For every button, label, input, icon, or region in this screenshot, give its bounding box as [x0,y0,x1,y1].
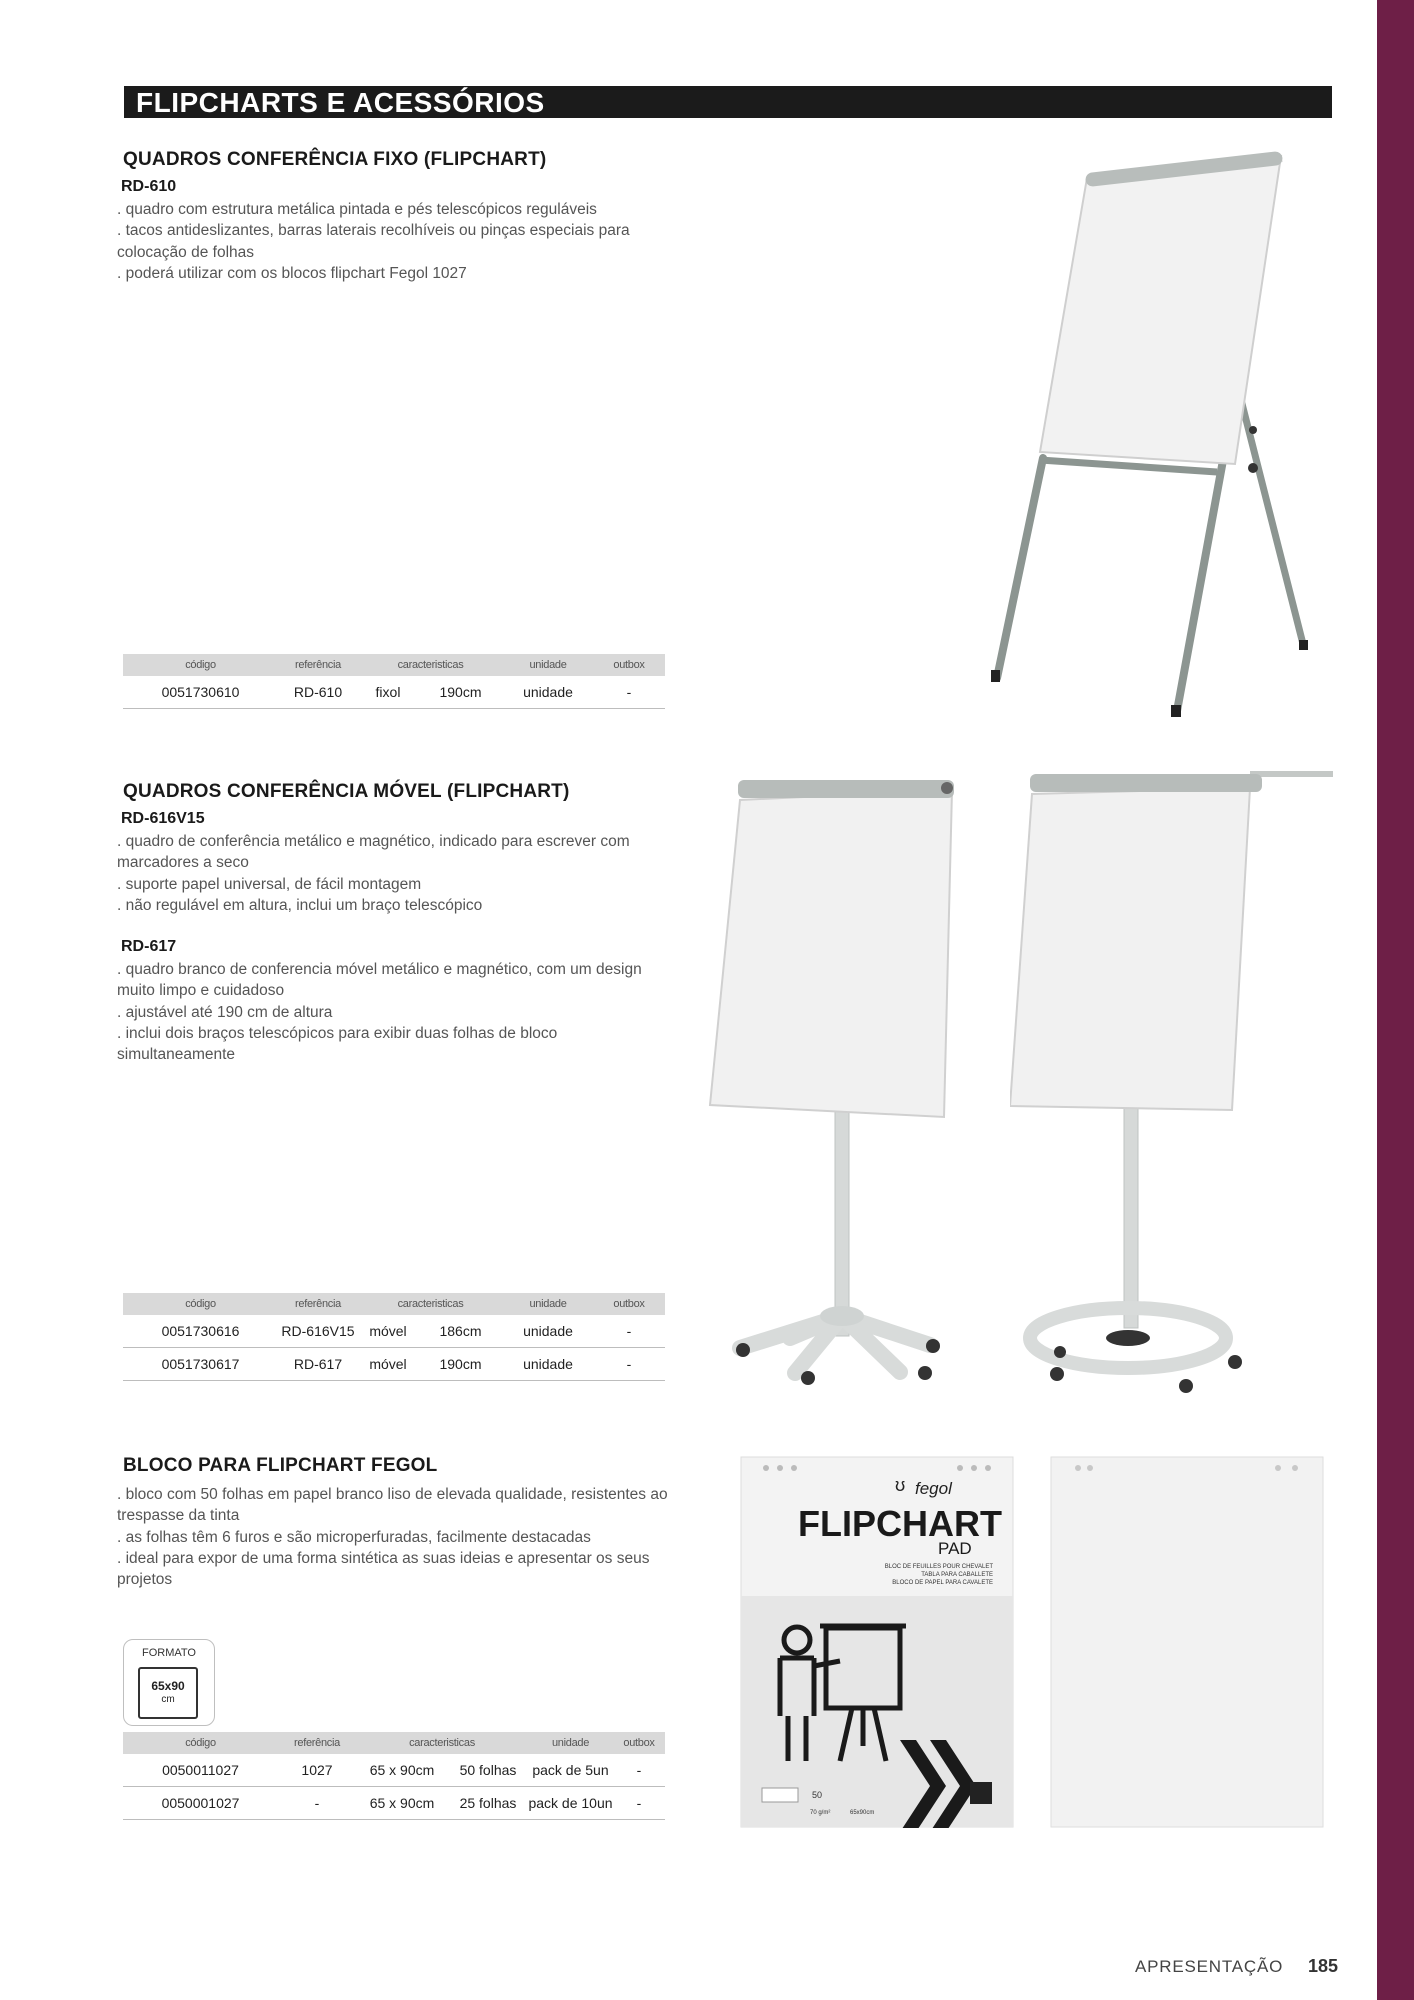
table-header-row [123,1732,665,1754]
cell: 0051730610 [123,676,278,709]
col-header: referência [278,1293,358,1315]
qr-code-icon [970,1782,992,1804]
format-label: FORMATO [142,1647,196,1659]
cell: unidade [503,1315,593,1348]
cell: 0050001027 [123,1787,278,1820]
cell: - [593,676,665,709]
pad-brand: fegol [915,1479,952,1498]
col-header: outbox [593,1293,665,1315]
cell: unidade [503,1348,593,1381]
cell: 0050011027 [123,1754,278,1787]
col-header: código [123,654,278,676]
feature-item: . quadro branco de conferencia móvel metálico e magnético, com um design muito limpo e cuidadoso [117,961,642,1000]
cell: unidade [503,676,593,709]
feature-list [117,199,672,284]
product-ref-rd610: RD-610 [121,178,177,195]
cell: - [593,1315,665,1348]
cell: 190cm [418,676,503,709]
pad-sheets: 50 [812,1790,823,1800]
cell: 1027 [278,1754,356,1787]
spec-table [123,1732,665,1820]
col-header: unidade [503,1293,593,1315]
cell: móvel [358,1315,418,1348]
cell: pack de 5un [528,1754,613,1787]
col-header: caracteristicas [358,654,503,676]
fegol-logo-icon: ʊ [895,1475,906,1495]
col-header: referência [278,1732,356,1754]
fixed-flipchart-image [985,148,1325,724]
pad-weight: 70 g/m² [810,1810,831,1816]
pad-line: BLOC DE FEUILLES POUR CHEVALET [884,1564,993,1570]
feature-item: . as folhas têm 6 furos e são microperfuradas, facilmente destacadas [117,1528,591,1546]
feature-item: . tacos antideslizantes, barras laterais recolhíveis ou pinças especiais para colocação de folhas [117,222,630,261]
cell: - [593,1348,665,1381]
page-number: 185 [1308,1956,1339,1976]
cell: - [613,1754,665,1787]
cell: 65 x 90cm [356,1787,448,1820]
pad-subtitle: PAD [938,1539,972,1558]
col-header: referência [278,654,358,676]
feature-item: . ajustável até 190 cm de altura [117,1003,333,1021]
cell: - [613,1787,665,1820]
product-ref-rd617: RD-617 [121,938,177,955]
table-row [123,1348,665,1381]
table-row [123,676,665,709]
section-title-fixed-flipchart: QUADROS CONFERÊNCIA FIXO (FLIPCHART) [123,149,547,170]
barcode-icon [762,1788,798,1802]
cell: 25 folhas [448,1787,528,1820]
mobile-flipchart-rd617-image [1010,766,1335,1402]
feature-item: . bloco com 50 folhas em papel branco liso de elevada qualidade, resistentes ao trespasse da tinta [117,1486,668,1525]
footer-section-name: APRESENTAÇÃO [1135,1957,1284,1976]
format-value: 65x90 [151,1679,185,1693]
col-header: unidade [528,1732,613,1754]
feature-item: . inclui dois braços telescópicos para exibir duas folhas de bloco simultaneamente [117,1024,558,1064]
format-unit: cm [161,1694,175,1705]
feature-list [117,959,672,1065]
table-row [123,1787,665,1820]
cell: 0051730617 [123,1348,278,1381]
section-title-flipchart-pad: BLOCO PARA FLIPCHART FEGOL [123,1455,438,1476]
table-header-row [123,654,665,676]
section-title-mobile-flipchart: QUADROS CONFERÊNCIA MÓVEL (FLIPCHART) [123,781,570,802]
col-header: outbox [593,654,665,676]
side-color-band [1377,0,1414,2000]
table-row [123,1315,665,1348]
cell: RD-616V15 [278,1315,358,1348]
col-header: código [123,1293,278,1315]
pad-title: FLIPCHART [798,1503,1002,1544]
cell: 0051730616 [123,1315,278,1348]
sheet-icon [138,1667,198,1719]
pad-line: BLOCO DE PAPEL PARA CAVALETE [892,1580,993,1586]
cell: RD-617 [278,1348,358,1381]
feature-list [117,1484,672,1590]
feature-item: . poderá utilizar com os blocos flipchart Fegol 1027 [117,264,467,282]
table-header-row [123,1293,665,1315]
cell: móvel [358,1348,418,1381]
col-header: caracteristicas [358,1293,503,1315]
col-header: outbox [613,1732,665,1754]
table-row [123,1754,665,1787]
feature-item: . ideal para expor de uma forma sintética as suas ideias e apresentar os seus projetos [117,1549,650,1589]
cell: 50 folhas [448,1754,528,1787]
spec-table [123,1293,665,1381]
pad-line: TABLA PARA CABALLETE [921,1572,993,1578]
blank-pad-sheet-image [1050,1456,1325,1828]
mobile-flipchart-rd616v15-image [700,768,960,1388]
feature-item: . quadro com estrutura metálica pintada e pés telescópicos reguláveis [117,201,597,218]
format-badge [123,1639,215,1726]
feature-list [117,831,672,916]
col-header: código [123,1732,278,1754]
fegol-flipchart-pad-image [740,1456,1015,1828]
cell: 186cm [418,1315,503,1348]
cell: fixol [358,676,418,709]
feature-item: . quadro de conferência metálico e magnético, indicado para escrever com marcadores a seco [117,833,630,872]
col-header: unidade [503,654,593,676]
page-title: FLIPCHARTS E ACESSÓRIOS [136,87,545,118]
cell: 65 x 90cm [356,1754,448,1787]
cell: RD-610 [278,676,358,709]
col-header: caracteristicas [356,1732,528,1754]
cell: pack de 10un [528,1787,613,1820]
feature-item: . não regulável em altura, inclui um braço telescópico [117,896,483,914]
cell: - [278,1787,356,1820]
feature-item: . suporte papel universal, de fácil montagem [117,875,422,893]
cell: 190cm [418,1348,503,1381]
product-ref-rd616v15: RD-616V15 [121,810,205,827]
spec-table [123,654,665,709]
pad-size: 65x90cm [850,1810,875,1816]
page-title-banner [124,86,1332,118]
